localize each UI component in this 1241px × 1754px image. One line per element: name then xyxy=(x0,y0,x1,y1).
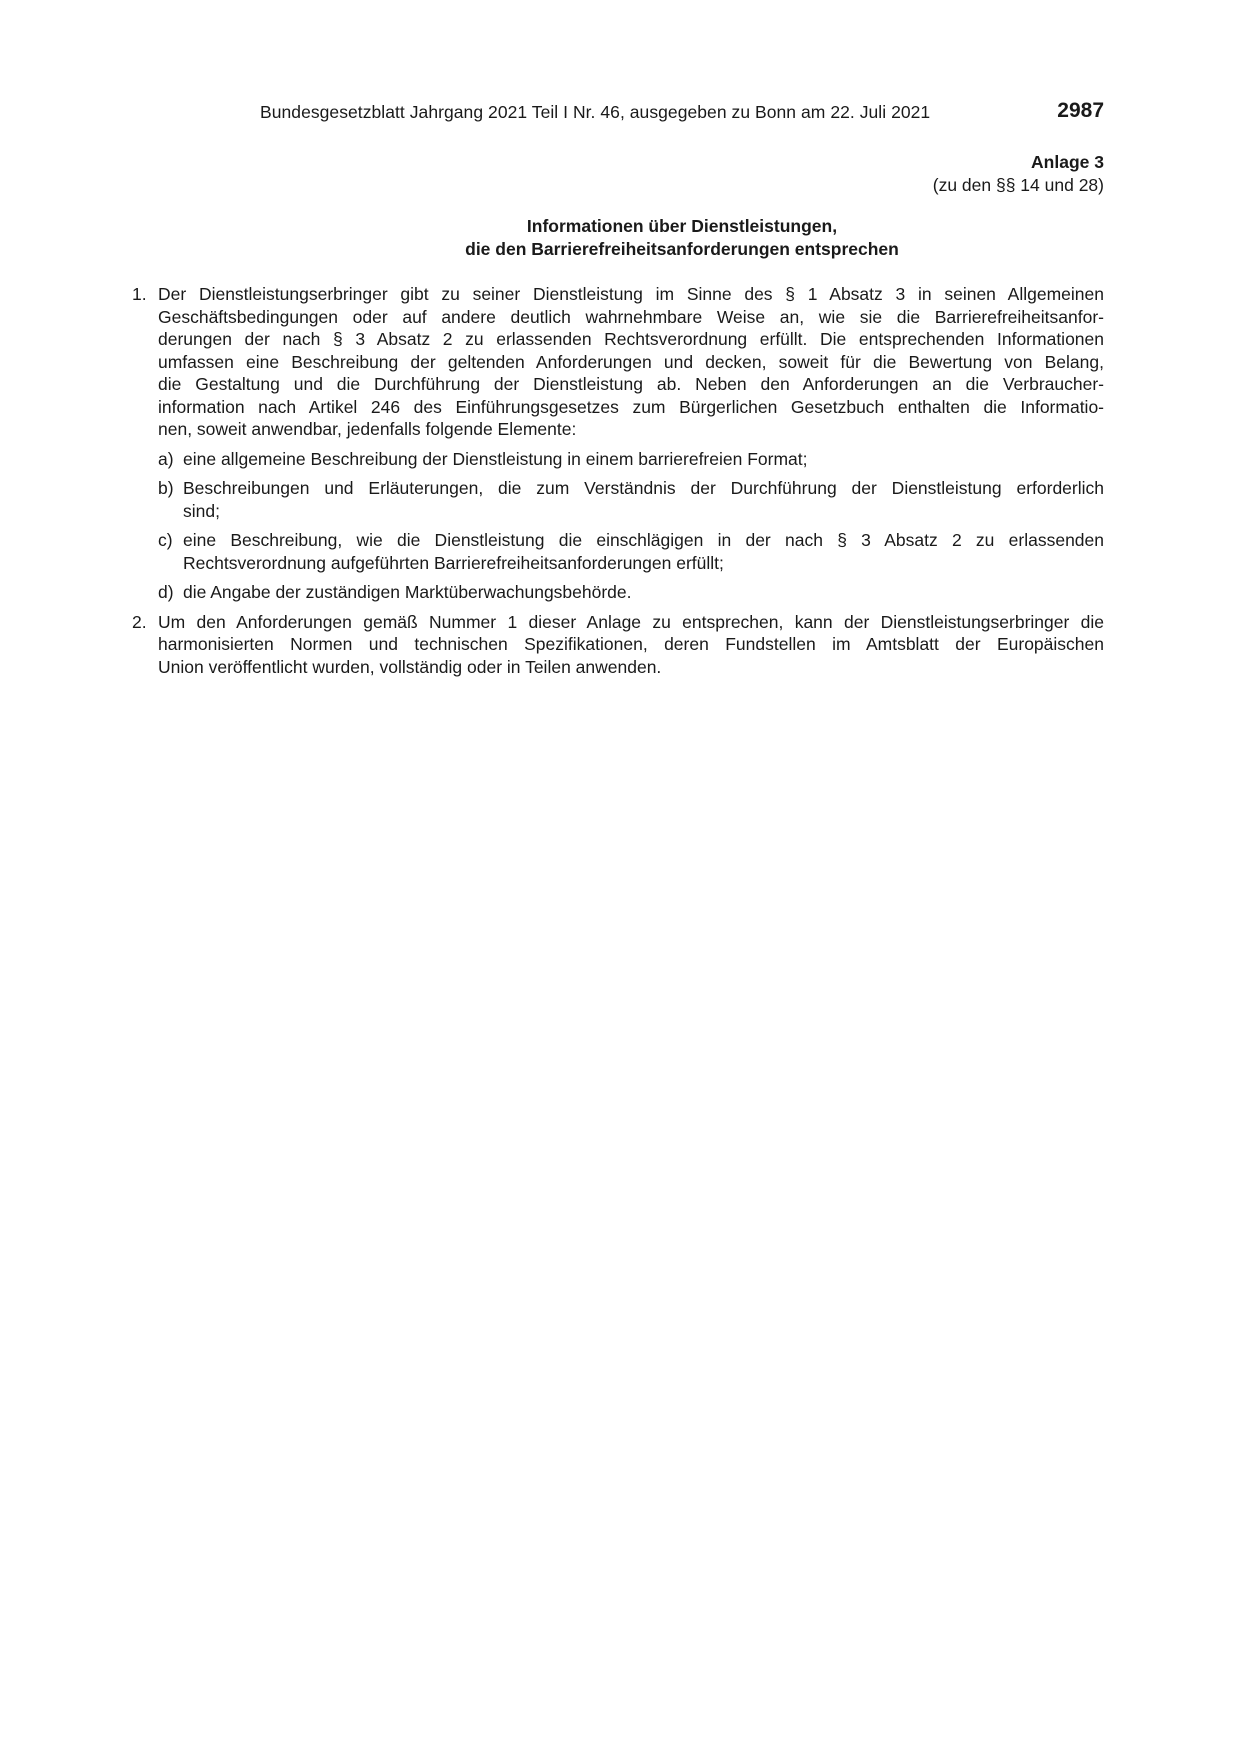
sub-item-letter: d) xyxy=(158,582,174,602)
list-item-1 xyxy=(130,283,1104,604)
text-line: sind; xyxy=(183,500,220,521)
sub-item-letter: a) xyxy=(158,448,174,469)
numbered-list xyxy=(130,283,1104,678)
text-line: Geschäftsbedingungen oder auf andere deutlich wahrnehmbare Weise an, wie sie die Barrierefreiheitsanfor- xyxy=(158,306,1104,327)
document-title-line-2: die den Barrierefreiheitsanforderungen entsprechen xyxy=(465,239,899,259)
text-line: eine Beschreibung, wie die Dienstleistung die einschlägigen in der nach § 3 Absatz 2 zu erlassenden xyxy=(183,530,1104,550)
text-line: Union veröffentlicht wurden, vollständig oder in Teilen anwenden. xyxy=(158,656,662,677)
text-line: information nach Artikel 246 des Einführungsgesetzes zum Bürgerlichen Gesetzbuch enthalten die Informatio- xyxy=(158,396,1104,417)
sub-item-letter: b) xyxy=(158,478,174,498)
text-line: Um den Anforderungen gemäß Nummer 1 dieser Anlage zu entsprechen, kann der Dienstleistungserbringer die xyxy=(158,611,1104,632)
page-number: 2987 xyxy=(1057,99,1104,122)
running-head xyxy=(260,99,1104,127)
text-line: derungen der nach § 3 Absatz 2 zu erlassenden Rechtsverordnung erfüllt. Die entsprechenden Informationen xyxy=(158,329,1104,349)
list-item-2 xyxy=(130,611,1104,679)
text-line: Beschreibungen und Erläuterungen, die zum Verständnis der Durchführung der Dienstleistung erforderlich xyxy=(183,478,1104,498)
list-item-number: 1. xyxy=(132,284,147,304)
annex-reference: (zu den §§ 14 und 28) xyxy=(932,175,1104,195)
text-line: Der Dienstleistungserbringer gibt zu seiner Dienstleistung im Sinne des § 1 Absatz 3 in seinen Allgemeinen xyxy=(158,284,1104,304)
sub-item-d xyxy=(158,581,1104,604)
document-title xyxy=(260,215,1104,261)
text-line: umfassen eine Beschreibung der geltenden Anforderungen und decken, soweit für die Bewertung von Belang, xyxy=(158,351,1104,372)
sub-item-letter: c) xyxy=(158,530,173,550)
sub-item-c xyxy=(158,529,1104,574)
list-item-number: 2. xyxy=(132,611,147,632)
text-line: die Gestaltung und die Durchführung der Dienstleistung ab. Neben den Anforderungen an die Verbraucher- xyxy=(158,374,1104,394)
paragraph-text xyxy=(158,283,1104,441)
sub-item-a xyxy=(158,448,1104,471)
document-title-line-1: Informationen über Dienstleistungen, xyxy=(526,216,838,236)
gazette-citation: Bundesgesetzblatt Jahrgang 2021 Teil I Nr. 46, ausgegeben zu Bonn am 22. Juli 2021 xyxy=(260,102,931,122)
paragraph-text xyxy=(158,611,1104,679)
annex-title: Anlage 3 xyxy=(1031,152,1104,172)
text-line: harmonisierten Normen und technischen Spezifikationen, deren Fundstellen im Amtsblatt der Europäischen xyxy=(158,634,1104,654)
text-line: nen, soweit anwendbar, jedenfalls folgende Elemente: xyxy=(158,419,577,439)
text-line: die Angabe der zuständigen Marktüberwachungsbehörde. xyxy=(183,582,632,602)
text-line: eine allgemeine Beschreibung der Dienstleistung in einem barrierefreien Format; xyxy=(183,448,808,469)
lettered-list xyxy=(158,448,1104,604)
annex-label xyxy=(933,151,1104,197)
sub-item-b xyxy=(158,477,1104,522)
text-line: Rechtsverordnung aufgeführten Barrierefreiheitsanforderungen erfüllt; xyxy=(183,552,724,573)
